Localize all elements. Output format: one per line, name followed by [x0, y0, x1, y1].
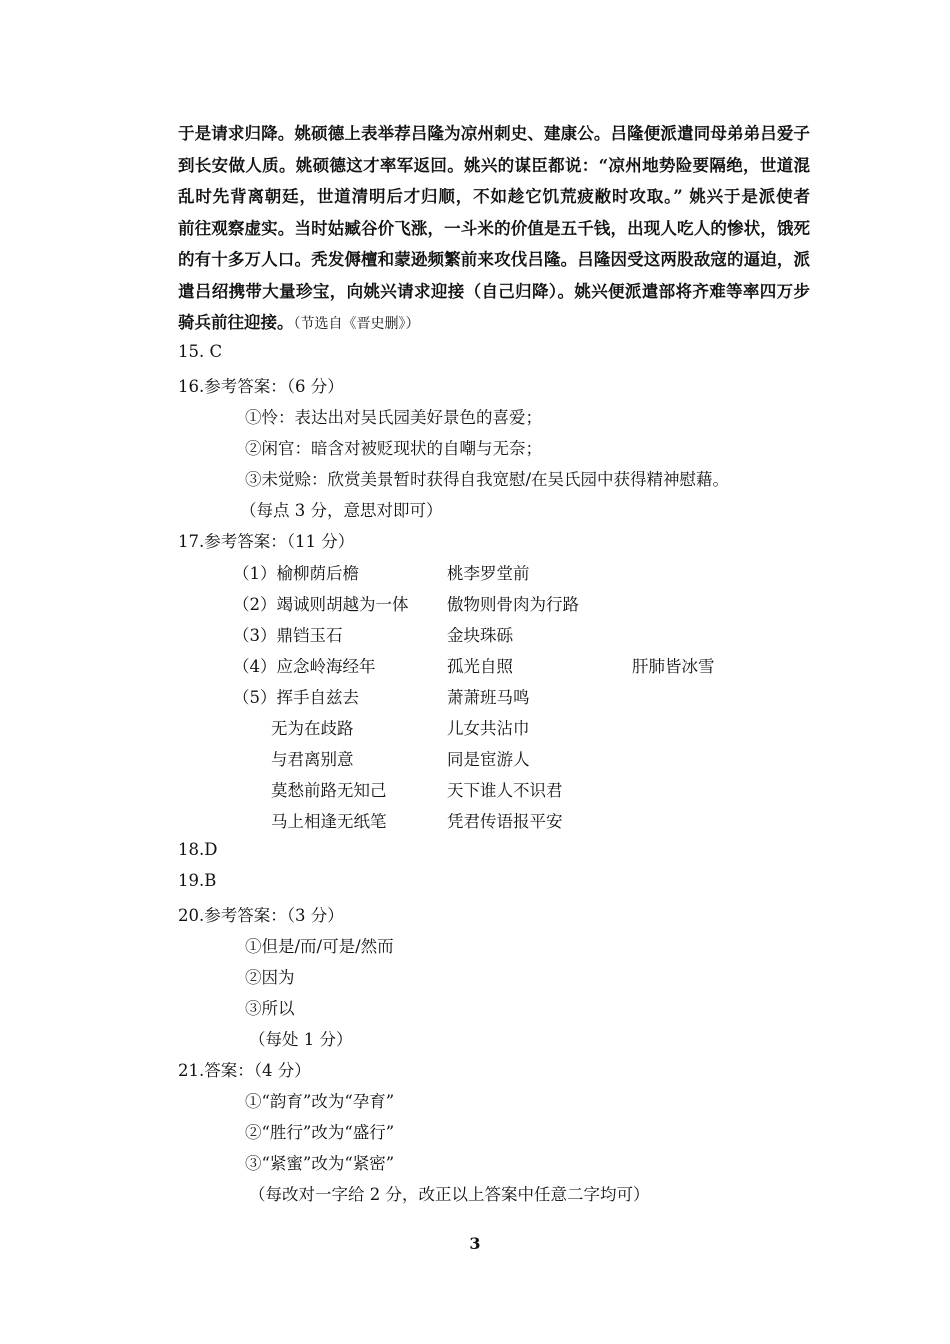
q16-item: ②闲官：暗含对被贬现状的自嘲与无奈； — [245, 439, 542, 458]
q17-row-col1: 马上相逢无纸笔 — [271, 812, 387, 831]
q20-item: ①但是/而/可是/然而 — [245, 937, 394, 956]
passage-line: 乱时先背离朝廷，世道清明后才归顺，不如趁它饥荒疲敝时攻取。” 姚兴于是派使者 — [178, 187, 810, 206]
q17-row-col1: （1）榆柳荫后檐 — [233, 564, 359, 583]
passage-line: 的有十多万人口。秃发傉檀和蒙逊频繁前来攻伐吕隆。吕隆因受这两股敌寇的逼迫，派 — [178, 250, 810, 269]
q17-row-col2: 儿女共沾巾 — [447, 719, 530, 738]
q16-heading: 16.参考答案：（6 分） — [178, 377, 344, 396]
passage-line-last — [178, 307, 810, 341]
q20-heading: 20.参考答案：（3 分） — [178, 906, 344, 925]
source-note: （节选自《晋史删》） — [293, 316, 420, 332]
q17-heading: 17.参考答案：（11 分） — [178, 532, 355, 551]
q17-row-col2: 同是宦游人 — [447, 750, 530, 769]
q17-row-col1: （2）竭诚则胡越为一体 — [233, 595, 409, 614]
translation-passage — [178, 118, 810, 341]
passage-last-text: 骑兵前往迎接。 — [178, 313, 294, 332]
q17-row-col2: 桃李罗堂前 — [447, 564, 530, 583]
passage-line: 于是请求归降。姚硕德上表举荐吕隆为凉州刺史、建康公。吕隆便派遣同母弟弟吕爱子 — [178, 124, 810, 143]
q17-row-col2: 天下谁人不识君 — [447, 781, 563, 800]
q16-item: ③未觉赊：欣赏美景暂时获得自我宽慰/在吴氏园中获得精神慰藉。 — [245, 470, 730, 489]
q20-note: （每处 1 分） — [249, 1030, 353, 1049]
q15-answer: 15. C — [178, 342, 223, 361]
q17-row-col2: 金块珠砾 — [447, 626, 513, 645]
q17-row-col2: 凭君传语报平安 — [447, 812, 563, 831]
q21-note: （每改对一字给 2 分，改正以上答案中任意二字均可） — [249, 1185, 650, 1204]
passage-line: 到长安做人质。姚硕德这才率军返回。姚兴的谋臣都说：“凉州地势险要隔绝，世道混 — [178, 155, 810, 175]
q21-item: ②“胜行”改为“盛行” — [245, 1123, 395, 1142]
q21-item: ③“紧蜜”改为“紧密” — [245, 1154, 395, 1173]
q17-row-col2: 孤光自照 — [447, 657, 513, 676]
q20-item: ②因为 — [245, 968, 295, 987]
page-number: 3 — [469, 1234, 481, 1253]
q19-answer: 19.B — [178, 871, 217, 890]
q17-row-col2: 傲物则骨肉为行路 — [447, 595, 579, 614]
q21-item: ①“韵育”改为“孕育” — [245, 1092, 395, 1111]
q17-row-col1: 与君离别意 — [271, 750, 354, 769]
q16-item: ①怜：表达出对吴氏园美好景色的喜爱； — [245, 408, 542, 427]
q20-item: ③所以 — [245, 999, 295, 1018]
q17-row-col1: （4）应念岭海经年 — [233, 657, 376, 676]
q17-row-col3: 肝肺皆冰雪 — [632, 657, 715, 676]
q21-heading: 21.答案：（4 分） — [178, 1061, 311, 1080]
q17-row-col2: 萧萧班马鸣 — [447, 688, 530, 707]
q17-row-col1: 莫愁前路无知己 — [271, 781, 387, 800]
q16-note: （每点 3 分，意思对即可） — [240, 501, 443, 520]
q17-row-col1: （5）挥手自兹去 — [233, 688, 359, 707]
passage-line: 遣吕绍携带大量珍宝，向姚兴请求迎接（自己归降）。姚兴便派遣部将齐难等率四万步 — [178, 281, 810, 301]
q17-row-col1: （3）鼎铛玉石 — [233, 626, 343, 645]
q18-answer: 18.D — [178, 840, 218, 859]
passage-line: 前往观察虚实。当时姑臧谷价飞涨，一斗米的价值是五千钱，出现人吃人的惨状，饿死 — [178, 218, 810, 238]
q17-row-col1: 无为在歧路 — [271, 719, 354, 738]
